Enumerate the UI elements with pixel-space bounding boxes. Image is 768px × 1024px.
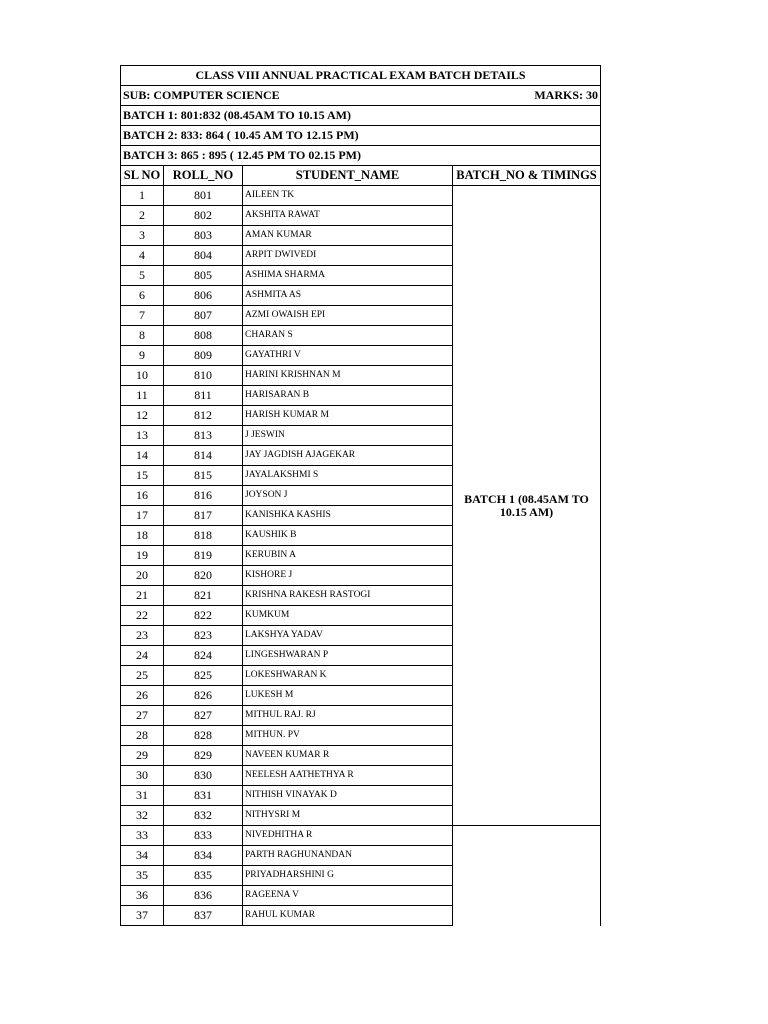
roll-no-cell: 817 — [164, 506, 243, 526]
student-name-cell: NITHISH VINAYAK D — [243, 786, 453, 806]
student-name-cell: LOKESHWARAN K — [243, 666, 453, 686]
sl-no-cell: 4 — [121, 246, 164, 266]
sl-no-cell: 29 — [121, 746, 164, 766]
page-title: CLASS VIII ANNUAL PRACTICAL EXAM BATCH DETAILS — [121, 66, 601, 86]
student-name-cell: NITHYSRI M — [243, 806, 453, 826]
student-name-cell: JAYALAKSHMI S — [243, 466, 453, 486]
student-name-cell: MITHUN. PV — [243, 726, 453, 746]
batch-2-cell — [453, 826, 601, 926]
student-name-cell: ASHIMA SHARMA — [243, 266, 453, 286]
student-name-cell: KERUBIN A — [243, 546, 453, 566]
roll-no-cell: 809 — [164, 346, 243, 366]
sl-no-cell: 30 — [121, 766, 164, 786]
student-name-cell: CHARAN S — [243, 326, 453, 346]
student-name-cell: JAY JAGDISH AJAGEKAR — [243, 446, 453, 466]
roll-no-cell: 833 — [164, 826, 243, 846]
student-name-cell: PRIYADHARSHINI G — [243, 866, 453, 886]
roll-no-cell: 802 — [164, 206, 243, 226]
roll-no-cell: 829 — [164, 746, 243, 766]
sl-no-cell: 28 — [121, 726, 164, 746]
sl-no-cell: 15 — [121, 466, 164, 486]
batch-3-info-row — [121, 146, 601, 166]
sl-no-cell: 5 — [121, 266, 164, 286]
sl-no-cell: 12 — [121, 406, 164, 426]
column-header-student-name: STUDENT_NAME — [243, 166, 453, 186]
sl-no-cell: 3 — [121, 226, 164, 246]
roll-no-cell: 818 — [164, 526, 243, 546]
sl-no-cell: 19 — [121, 546, 164, 566]
sl-no-cell: 13 — [121, 426, 164, 446]
student-name-cell: ARPIT DWIVEDI — [243, 246, 453, 266]
student-name-cell: LINGESHWARAN P — [243, 646, 453, 666]
roll-no-cell: 822 — [164, 606, 243, 626]
batch-2-info: BATCH 2: 833: 864 ( 10.45 AM TO 12.15 PM) — [121, 126, 601, 146]
student-name-cell: KRISHNA RAKESH RASTOGI — [243, 586, 453, 606]
student-name-cell: RAHUL KUMAR — [243, 906, 453, 926]
sl-no-cell: 2 — [121, 206, 164, 226]
roll-no-cell: 816 — [164, 486, 243, 506]
roll-no-cell: 810 — [164, 366, 243, 386]
student-name-cell: AKSHITA RAWAT — [243, 206, 453, 226]
sl-no-cell: 8 — [121, 326, 164, 346]
batch-2-info-row — [121, 126, 601, 146]
student-name-cell: AILEEN TK — [243, 186, 453, 206]
roll-no-cell: 814 — [164, 446, 243, 466]
roll-no-cell: 835 — [164, 866, 243, 886]
batch-table — [120, 65, 601, 926]
column-header-batch: BATCH_NO & TIMINGS — [453, 166, 601, 186]
table-row — [121, 826, 601, 846]
sl-no-cell: 7 — [121, 306, 164, 326]
sl-no-cell: 1 — [121, 186, 164, 206]
column-header-sl-no: SL NO — [121, 166, 164, 186]
sl-no-cell: 25 — [121, 666, 164, 686]
roll-no-cell: 830 — [164, 766, 243, 786]
roll-no-cell: 808 — [164, 326, 243, 346]
table-row — [121, 186, 601, 206]
batch-1-info: BATCH 1: 801:832 (08.45AM TO 10.15 AM) — [121, 106, 601, 126]
student-name-cell: HARISARAN B — [243, 386, 453, 406]
roll-no-cell: 832 — [164, 806, 243, 826]
batch-1-cell: BATCH 1 (08.45AM TO 10.15 AM) — [453, 186, 601, 826]
subject-row — [121, 86, 601, 106]
roll-no-cell: 827 — [164, 706, 243, 726]
student-name-cell: MITHUL RAJ. RJ — [243, 706, 453, 726]
roll-no-cell: 821 — [164, 586, 243, 606]
roll-no-cell: 819 — [164, 546, 243, 566]
sl-no-cell: 37 — [121, 906, 164, 926]
roll-no-cell: 837 — [164, 906, 243, 926]
sl-no-cell: 11 — [121, 386, 164, 406]
roll-no-cell: 812 — [164, 406, 243, 426]
sl-no-cell: 18 — [121, 526, 164, 546]
roll-no-cell: 807 — [164, 306, 243, 326]
subject-label: SUB: COMPUTER SCIENCE — [123, 88, 280, 102]
roll-no-cell: 813 — [164, 426, 243, 446]
sl-no-cell: 34 — [121, 846, 164, 866]
roll-no-cell: 801 — [164, 186, 243, 206]
roll-no-cell: 820 — [164, 566, 243, 586]
roll-no-cell: 834 — [164, 846, 243, 866]
student-name-cell: GAYATHRI V — [243, 346, 453, 366]
column-header-roll-no: ROLL_NO — [164, 166, 243, 186]
batch-3-info: BATCH 3: 865 : 895 ( 12.45 PM TO 02.15 PM) — [121, 146, 601, 166]
sl-no-cell: 6 — [121, 286, 164, 306]
sl-no-cell: 35 — [121, 866, 164, 886]
student-name-cell: JOYSON J — [243, 486, 453, 506]
student-name-cell: PARTH RAGHUNANDAN — [243, 846, 453, 866]
sl-no-cell: 32 — [121, 806, 164, 826]
student-name-cell: J JESWIN — [243, 426, 453, 446]
student-name-cell: AZMI OWAISH EPI — [243, 306, 453, 326]
sl-no-cell: 21 — [121, 586, 164, 606]
sl-no-cell: 31 — [121, 786, 164, 806]
batch-details-sheet — [120, 65, 601, 926]
sl-no-cell: 36 — [121, 886, 164, 906]
sl-no-cell: 26 — [121, 686, 164, 706]
roll-no-cell: 831 — [164, 786, 243, 806]
roll-no-cell: 806 — [164, 286, 243, 306]
batch-1-info-row — [121, 106, 601, 126]
student-name-cell: KUMKUM — [243, 606, 453, 626]
student-name-cell: NAVEEN KUMAR R — [243, 746, 453, 766]
sl-no-cell: 22 — [121, 606, 164, 626]
sl-no-cell: 27 — [121, 706, 164, 726]
sl-no-cell: 9 — [121, 346, 164, 366]
student-name-cell: KANISHKA KASHIS — [243, 506, 453, 526]
sl-no-cell: 33 — [121, 826, 164, 846]
roll-no-cell: 836 — [164, 886, 243, 906]
title-row — [121, 66, 601, 86]
sl-no-cell: 14 — [121, 446, 164, 466]
roll-no-cell: 811 — [164, 386, 243, 406]
roll-no-cell: 805 — [164, 266, 243, 286]
student-name-cell: AMAN KUMAR — [243, 226, 453, 246]
sl-no-cell: 17 — [121, 506, 164, 526]
roll-no-cell: 823 — [164, 626, 243, 646]
student-name-cell: HARINI KRISHNAN M — [243, 366, 453, 386]
sl-no-cell: 24 — [121, 646, 164, 666]
marks-label: MARKS: 30 — [534, 88, 599, 102]
student-name-cell: NIVEDHITHA R — [243, 826, 453, 846]
student-name-cell: LUKESH M — [243, 686, 453, 706]
student-name-cell: NEELESH AATHETHYA R — [243, 766, 453, 786]
sl-no-cell: 20 — [121, 566, 164, 586]
roll-no-cell: 825 — [164, 666, 243, 686]
roll-no-cell: 815 — [164, 466, 243, 486]
roll-no-cell: 824 — [164, 646, 243, 666]
sl-no-cell: 10 — [121, 366, 164, 386]
student-name-cell: ASHMITA AS — [243, 286, 453, 306]
student-name-cell: HARISH KUMAR M — [243, 406, 453, 426]
roll-no-cell: 804 — [164, 246, 243, 266]
student-name-cell: KAUSHIK B — [243, 526, 453, 546]
roll-no-cell: 828 — [164, 726, 243, 746]
roll-no-cell: 803 — [164, 226, 243, 246]
sl-no-cell: 23 — [121, 626, 164, 646]
sl-no-cell: 16 — [121, 486, 164, 506]
roll-no-cell: 826 — [164, 686, 243, 706]
student-name-cell: KISHORE J — [243, 566, 453, 586]
student-name-cell: LAKSHYA YADAV — [243, 626, 453, 646]
student-name-cell: RAGEENA V — [243, 886, 453, 906]
column-header-row — [121, 166, 601, 186]
